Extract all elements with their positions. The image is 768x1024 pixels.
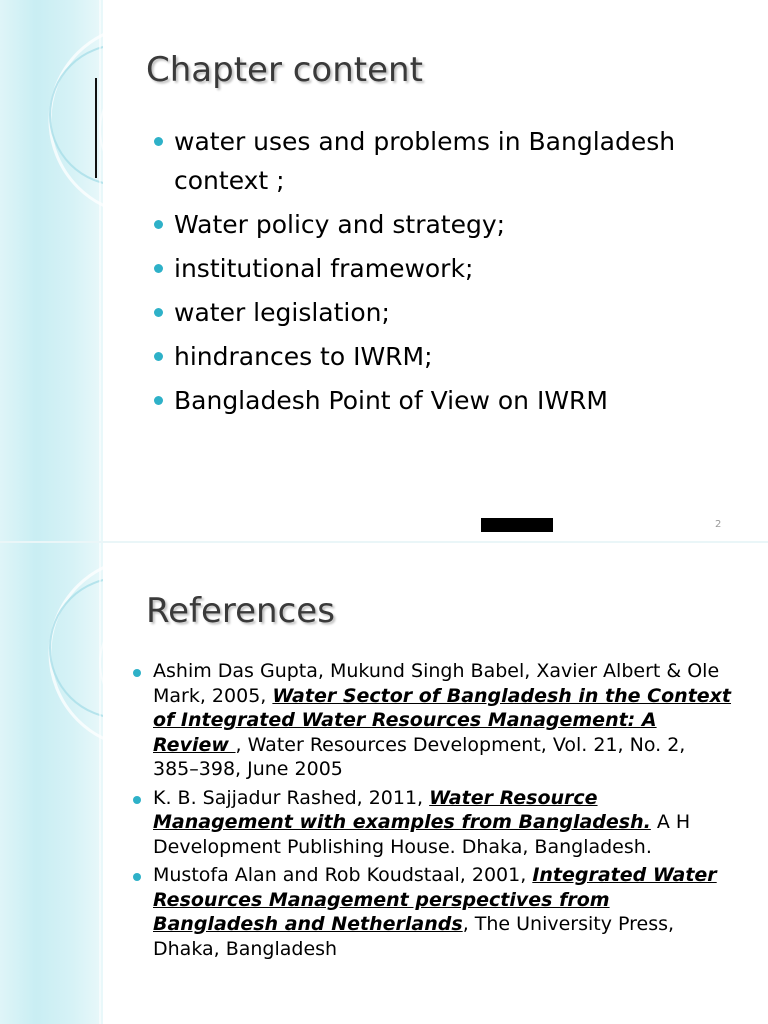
- reference-title: Integrated Water Resources Management perspectives from Bangladesh and Netherlands: [153, 864, 717, 935]
- bullet-dot-icon: [154, 137, 163, 146]
- slide-title: Chapter content: [146, 50, 423, 90]
- reference-item: [131, 659, 731, 782]
- list-item: [152, 122, 732, 200]
- vertical-rule: [95, 78, 97, 178]
- bullet-dot-icon: [133, 873, 141, 881]
- reference-title: Water Sector of Bangladesh in the Context of Integrated Water Resources Management: A Review: [153, 684, 732, 756]
- redaction-bar: [481, 518, 553, 532]
- bullet-dot-icon: [133, 669, 141, 677]
- page-number: 2: [715, 519, 722, 530]
- list-item-text: institutional framework;: [174, 254, 474, 283]
- list-item: [152, 381, 732, 420]
- list-item-text: water legislation;: [174, 298, 390, 327]
- reference-authors: Ashim Das Gupta, Mukund Singh Babel, Xavier Albert & Ole Mark, 2005,: [153, 660, 720, 707]
- references-list: [131, 659, 731, 965]
- reference-publication: , Water Resources Development, Vol. 21, No. 2, 385–398, June 2005: [153, 733, 686, 780]
- decorative-circles: [0, 0, 103, 542]
- bullet-dot-icon: [154, 220, 163, 229]
- slide-references: [0, 543, 768, 1024]
- reference-authors: K. B. Sajjadur Rashed, 2011,: [153, 786, 430, 809]
- bullet-dot-icon: [154, 264, 163, 273]
- bullet-dot-icon: [154, 396, 163, 405]
- bullet-dot-icon: [154, 352, 163, 361]
- slide-title: References: [146, 591, 335, 631]
- decorative-sidebar: [0, 0, 103, 542]
- list-item-text: water uses and problems in Bangladesh context ;: [174, 127, 676, 195]
- reference-publication: A H Development Publishing House. Dhaka, Bangladesh.: [153, 811, 691, 858]
- list-item: [152, 293, 732, 332]
- reference-authors: Mustofa Alan and Rob Koudstaal, 2001,: [153, 864, 533, 886]
- bullet-dot-icon: [133, 796, 141, 804]
- list-item: [152, 205, 732, 244]
- list-item-text: hindrances to IWRM;: [174, 342, 433, 371]
- list-item-text: Water policy and strategy;: [174, 210, 506, 239]
- reference-item: [131, 786, 731, 860]
- chapter-content-list: [152, 122, 732, 425]
- decorative-sidebar: [0, 543, 103, 1024]
- list-item-text: Bangladesh Point of View on IWRM: [174, 386, 608, 415]
- reference-publication: , The University Press, Dhaka, Bangladesh: [153, 913, 675, 960]
- reference-item: [131, 863, 731, 961]
- decorative-circles: [0, 543, 103, 1024]
- reference-title: Water Resource Management with examples from Bangladesh.: [153, 786, 651, 833]
- bullet-dot-icon: [154, 308, 163, 317]
- list-item: [152, 249, 732, 288]
- list-item: [152, 337, 732, 376]
